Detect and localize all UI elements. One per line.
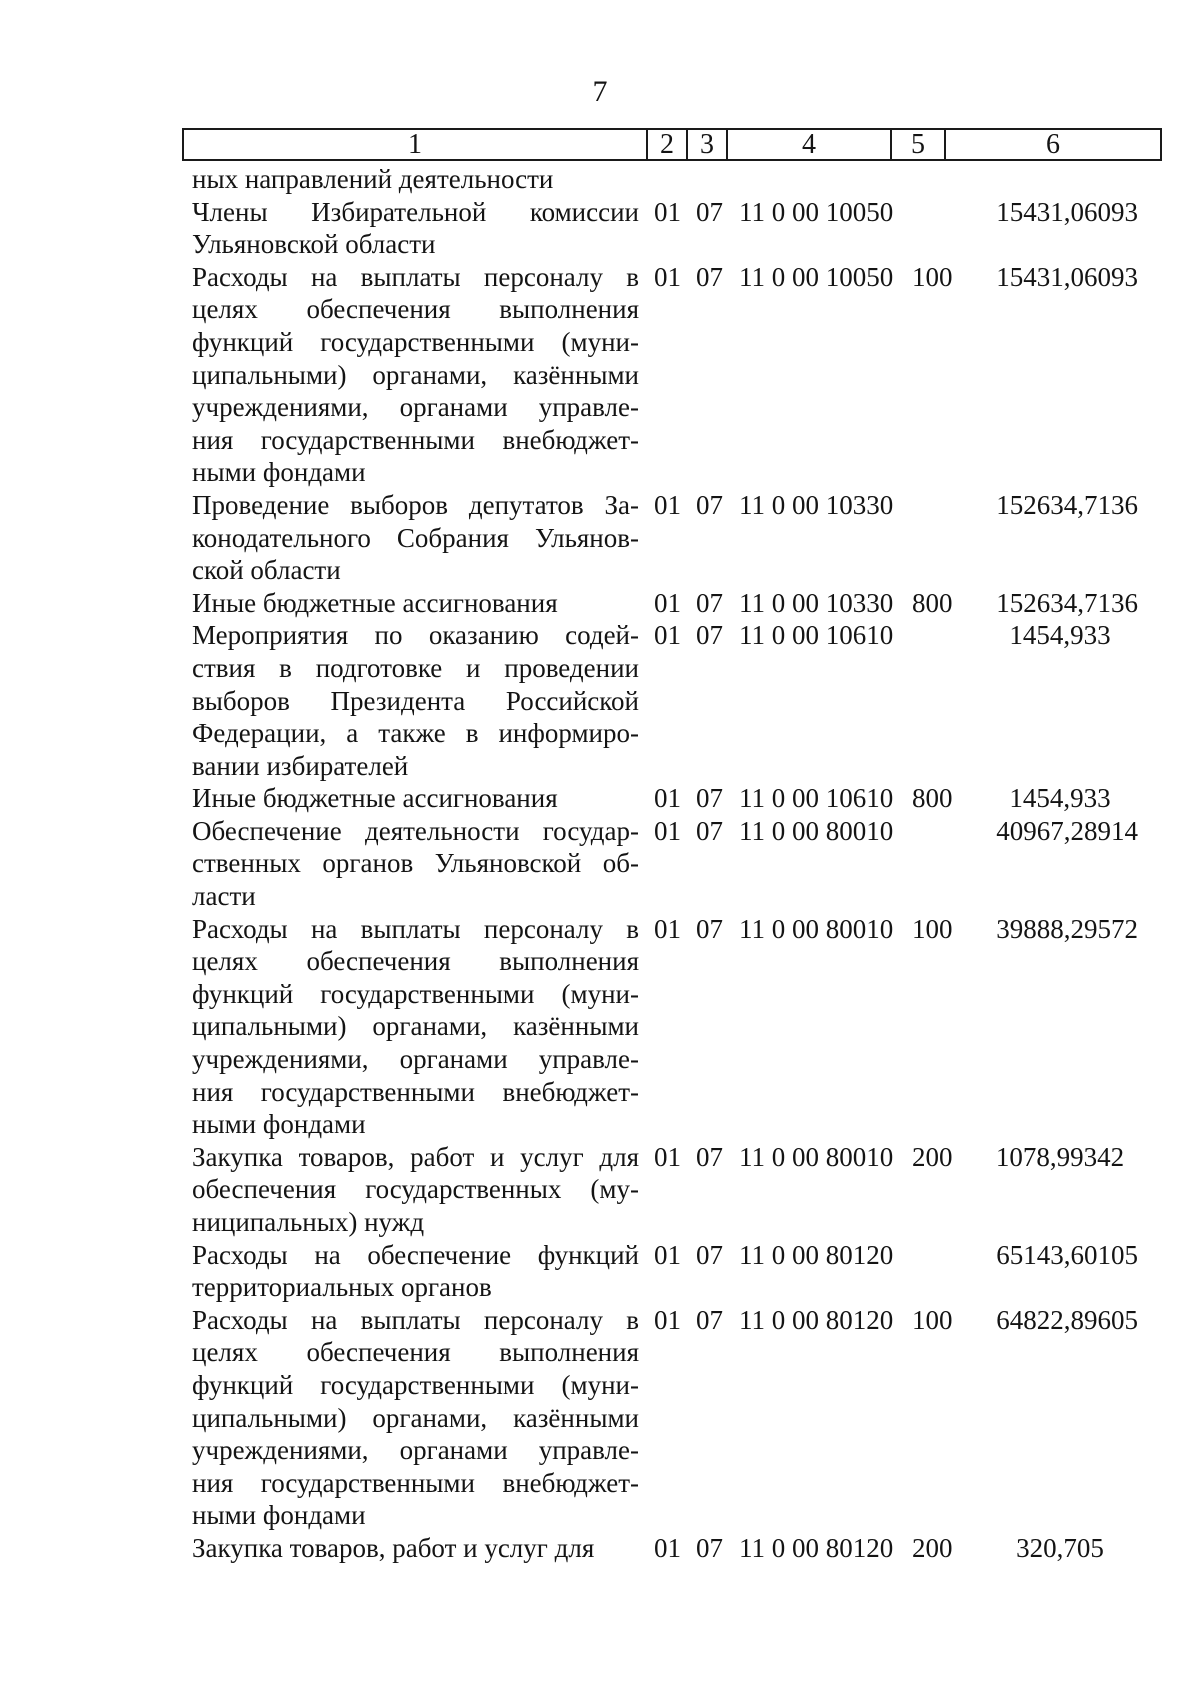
description-line: функций государственными (муни-	[192, 978, 639, 1009]
amount: 1454,933	[1009, 620, 1111, 651]
expense-type-code: 800	[912, 783, 953, 814]
description-line: ственных органов Ульяновской об-	[192, 848, 639, 879]
row-description	[192, 1304, 639, 1532]
row-description	[192, 587, 639, 620]
section-code: 01	[654, 196, 681, 227]
table-row	[0, 913, 1200, 1141]
row-description	[192, 619, 639, 782]
description-line: территориальных органов	[192, 1272, 492, 1303]
target-article-code: 11 0 00 80120	[739, 1304, 894, 1335]
row-description	[192, 1532, 639, 1565]
description-line: ципальными) органами, казёнными	[192, 1402, 639, 1433]
description-line: функций государственными (муни-	[192, 326, 639, 357]
header-col-2: 2	[660, 129, 674, 160]
subsection-code: 07	[696, 196, 723, 227]
description-line: ласти	[192, 881, 256, 912]
row-description	[192, 1141, 639, 1239]
expense-type-code: 100	[912, 913, 953, 944]
description-line: Закупка товаров, работ и услуг для	[192, 1141, 639, 1172]
row-description	[192, 913, 639, 1141]
expense-type-code: 200	[912, 1532, 953, 1563]
description-line: выборов Президента Российской	[192, 685, 639, 716]
target-article-code: 11 0 00 10050	[739, 261, 894, 292]
table-row	[0, 782, 1200, 815]
table-row	[0, 163, 1200, 196]
row-description	[192, 261, 639, 489]
target-article-code: 11 0 00 10610	[739, 783, 894, 814]
description-line: целях обеспечения выполнения	[192, 1337, 639, 1368]
target-article-code: 11 0 00 10330	[739, 489, 894, 520]
target-article-code: 11 0 00 80010	[739, 815, 894, 846]
description-line: ными фондами	[192, 1109, 366, 1140]
description-line: Федерации, а также в информиро-	[192, 718, 639, 749]
header-col-5: 5	[911, 129, 925, 160]
subsection-code: 07	[696, 1239, 723, 1270]
target-article-code: 11 0 00 80120	[739, 1239, 894, 1270]
header-col-1: 1	[408, 129, 422, 160]
target-article-code: 11 0 00 10330	[739, 587, 894, 618]
row-description	[192, 196, 639, 261]
description-line: Расходы на выплаты персоналу в	[192, 261, 639, 292]
table-row	[0, 1304, 1200, 1532]
row-description	[192, 1239, 639, 1304]
subsection-code: 07	[696, 815, 723, 846]
description-line: Расходы на выплаты персоналу в	[192, 913, 639, 944]
target-article-code: 11 0 00 80120	[739, 1532, 894, 1563]
target-article-code: 11 0 00 10050	[739, 196, 894, 227]
amount: 15431,06093	[996, 196, 1138, 227]
table-row	[0, 261, 1200, 489]
expense-type-code: 100	[912, 261, 953, 292]
description-line: функций государственными (муни-	[192, 1369, 639, 1400]
header-col-3: 3	[700, 129, 714, 160]
section-code: 01	[654, 815, 681, 846]
expense-type-code: 100	[912, 1304, 953, 1335]
amount: 152634,7136	[996, 489, 1138, 520]
table-row	[0, 1141, 1200, 1239]
description-line: ния государственными внебюджет-	[192, 1467, 639, 1498]
section-code: 01	[654, 1141, 681, 1172]
amount: 15431,06093	[996, 261, 1138, 292]
amount: 64822,89605	[996, 1304, 1138, 1335]
description-line: Члены Избирательной комиссии	[192, 196, 639, 227]
description-line: ципальными) органами, казёнными	[192, 1011, 639, 1042]
row-description	[192, 782, 639, 815]
description-line: Расходы на выплаты персоналу в	[192, 1304, 639, 1335]
description-line: ными фондами	[192, 457, 366, 488]
table-row	[0, 815, 1200, 913]
target-article-code: 11 0 00 80010	[739, 913, 894, 944]
section-code: 01	[654, 620, 681, 651]
subsection-code: 07	[696, 489, 723, 520]
table-row	[0, 489, 1200, 587]
table-row	[0, 587, 1200, 620]
amount: 1454,933	[1009, 783, 1111, 814]
description-line: учреждениями, органами управле-	[192, 1044, 639, 1075]
description-line: ципальными) органами, казёнными	[192, 359, 639, 390]
description-line: Закупка товаров, работ и услуг для	[192, 1532, 595, 1563]
description-line: ными фондами	[192, 1500, 366, 1531]
target-article-code: 11 0 00 10610	[739, 620, 894, 651]
amount: 39888,29572	[996, 913, 1138, 944]
amount: 152634,7136	[996, 587, 1138, 618]
table-header	[182, 128, 1162, 161]
amount: 320,705	[1016, 1532, 1104, 1563]
amount: 65143,60105	[996, 1239, 1138, 1270]
target-article-code: 11 0 00 80010	[739, 1141, 894, 1172]
description-line: Расходы на обеспечение функций	[192, 1239, 639, 1270]
description-line: Иные бюджетные ассигнования	[192, 783, 558, 814]
subsection-code: 07	[696, 1304, 723, 1335]
description-line: учреждениями, органами управле-	[192, 1435, 639, 1466]
header-col-6: 6	[1046, 129, 1060, 160]
amount: 1078,99342	[995, 1141, 1125, 1172]
description-line: ния государственными внебюджет-	[192, 424, 639, 455]
subsection-code: 07	[696, 1532, 723, 1563]
section-code: 01	[654, 913, 681, 944]
description-line: ниципальных) нужд	[192, 1207, 425, 1237]
section-code: 01	[654, 1532, 681, 1563]
page-number: 7	[592, 75, 608, 108]
header-col-4: 4	[802, 129, 816, 160]
description-line: целях обеспечения выполнения	[192, 294, 639, 325]
subsection-code: 07	[696, 620, 723, 651]
description-line: ствия в подготовке и проведении	[192, 652, 639, 683]
subsection-code: 07	[696, 913, 723, 944]
amount: 40967,28914	[996, 815, 1138, 846]
row-description	[192, 815, 639, 913]
description-line: Иные бюджетные ассигнования	[192, 587, 558, 618]
expense-type-code: 800	[912, 587, 953, 618]
description-line: ской области	[192, 555, 341, 586]
section-code: 01	[654, 587, 681, 618]
description-line: Ульяновской области	[192, 229, 436, 260]
section-code: 01	[654, 489, 681, 520]
table-row	[0, 1239, 1200, 1304]
table-row	[0, 196, 1200, 261]
section-code: 01	[654, 783, 681, 814]
table-row	[0, 619, 1200, 782]
section-code: 01	[654, 1304, 681, 1335]
description-line: ных направлений деятельности	[192, 164, 554, 194]
description-line: Обеспечение деятельности государ-	[192, 815, 639, 846]
description-line: Проведение выборов депутатов За-	[192, 489, 639, 520]
section-code: 01	[654, 261, 681, 292]
description-line: вании избирателей	[192, 750, 409, 781]
description-line: ния государственными внебюджет-	[192, 1076, 639, 1107]
table-row	[0, 1532, 1200, 1565]
subsection-code: 07	[696, 587, 723, 618]
row-description	[192, 489, 639, 587]
description-line: учреждениями, органами управле-	[192, 392, 639, 423]
expense-type-code: 200	[912, 1141, 953, 1172]
row-description	[192, 163, 639, 196]
description-line: конодательного Собрания Ульянов-	[192, 522, 639, 553]
subsection-code: 07	[696, 1141, 723, 1172]
description-line: обеспечения государственных (му-	[192, 1174, 639, 1205]
description-line: Мероприятия по оказанию содей-	[192, 620, 639, 651]
description-line: целях обеспечения выполнения	[192, 946, 639, 977]
subsection-code: 07	[696, 783, 723, 814]
section-code: 01	[654, 1239, 681, 1270]
table-body	[0, 163, 1200, 1565]
subsection-code: 07	[696, 261, 723, 292]
